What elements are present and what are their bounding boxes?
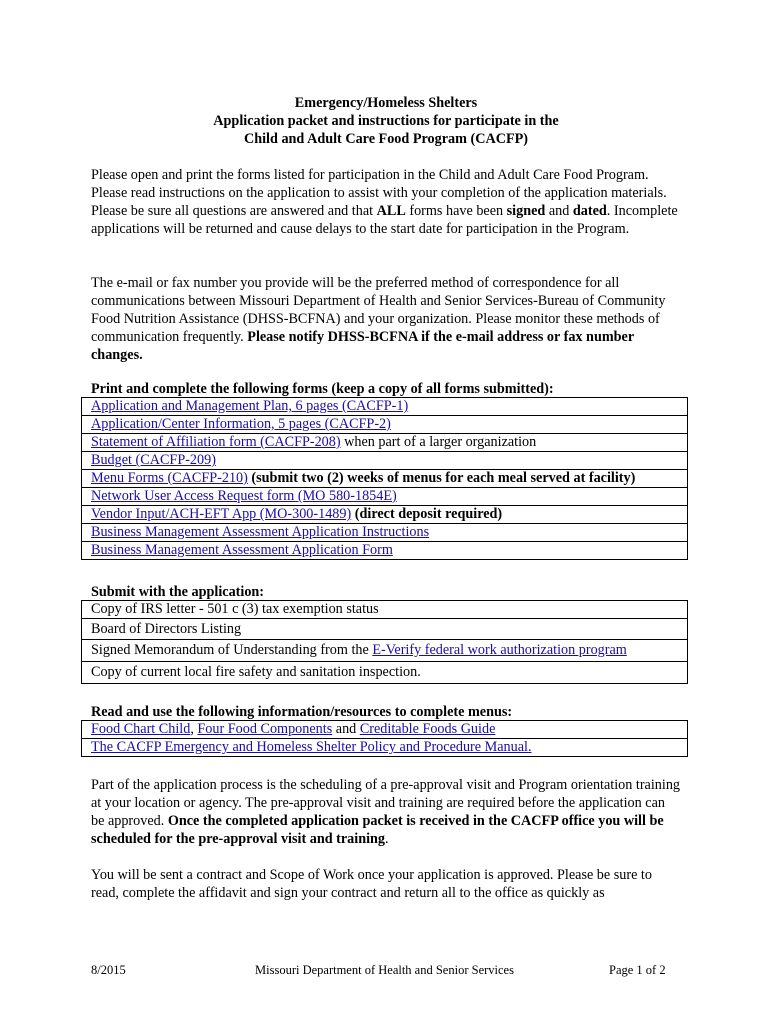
table-row [82,434,688,452]
table-row [82,488,688,506]
table-row [82,524,688,542]
link-bma-form[interactable]: Business Management Assessment Application Form [91,542,393,558]
title-line-2: Application packet and instructions for participate in the [213,113,559,129]
intro-text: Please open and print the forms listed for participation in the Child and Adult Care Food Program. Please read instructions on the application to assist with your completion of the application materials. Please be sure all questions are answered and that [91,167,667,219]
footer-page-number: Page 1 of 2 [609,963,666,977]
intro-dated: dated [572,203,607,219]
intro-signed: signed [506,203,546,219]
table-row [82,470,688,488]
correspondence-paragraph [91,274,681,364]
resources-table [81,720,688,757]
forms-heading: Print and complete the following forms (keep a copy of all forms submitted): [91,381,554,397]
intro-all: ALL [376,203,406,219]
row-note: when part of a larger organization [340,434,537,450]
intro-text-3: and [545,203,573,219]
document-title [91,94,681,148]
row-text: Signed Memorandum of Understanding from the [91,642,373,658]
pre-approval-bold: Once the completed application packet is received in the CACFP office you will be scheduled for the pre-approval visit and training [91,813,664,847]
link-creditable-foods-guide[interactable]: Creditable Foods Guide [359,721,496,737]
table-row [82,542,688,560]
table-row: Copy of IRS letter - 501 c (3) tax exemption status [82,601,688,619]
submit-heading: Submit with the application: [91,584,265,600]
table-row [82,506,688,524]
link-mo-580-1854e[interactable]: Network User Access Request form (MO 580-1854E) [91,488,397,504]
footer-department: Missouri Department of Health and Senior Services [255,963,514,977]
link-cacfp-1[interactable]: Application and Management Plan, 6 pages (CACFP-1) [91,398,409,414]
correspondence-text: The e-mail or fax number you provide will be the preferred method of correspondence for all communications between Missouri Department of Health and Senior Services-Bureau of Community Food Nutrition Assistance (DHSS-BCFNA) and your organization. Please monitor these methods of communication frequently. [91,275,666,345]
submit-table [81,600,688,684]
table-row [82,398,688,416]
link-policy-manual[interactable]: The CACFP Emergency and Homeless Shelter Policy and Procedure Manual. [91,739,532,755]
resources-heading: Read and use the following information/resources to complete menus: [91,704,513,720]
link-four-food-components[interactable]: Four Food Components [197,721,333,737]
pre-approval-text: Part of the application process is the scheduling of a pre-approval visit and Program orientation training at your location or agency. The pre-approval visit and training are required before the application can be approved. [91,777,681,829]
table-row [82,739,688,757]
intro-paragraph [91,166,681,238]
link-mo-300-1489[interactable]: Vendor Input/ACH-EFT App (MO-300-1489) [91,506,352,522]
pre-approval-paragraph: Part of the application process is the scheduling of a pre-approval visit and Program orientation training at your location or agency. The pre-approval visit and training are required before the application can be approved. Once the completed application packet is received in the CACFP office you will be scheduled for the pre-approval visit and training. [91,777,681,847]
table-row [82,416,688,434]
title-line-3: Child and Adult Care Food Program (CACFP) [243,131,529,147]
intro-text-4: . Incomplete applications will be returned and cause delays to the start date for participation in the Program. [91,203,678,237]
table-row [82,640,688,662]
footer-date: 8/2015 [91,963,126,977]
link-food-chart-child[interactable]: Food Chart Child [91,721,191,737]
correspondence-notice: Please notify DHSS-BCFNA if the e-mail address or fax number changes. [91,329,634,363]
title-line-1: Emergency/Homeless Shelters [294,95,478,111]
table-row: Food Chart Child, Four Food Components and Creditable Foods Guide [82,721,688,739]
table-row: Board of Directors Listing [82,619,688,640]
forms-table [81,397,688,560]
row-note-bold: (submit two (2) weeks of menus for each meal served at facility) [247,470,636,486]
link-cacfp-210[interactable]: Menu Forms (CACFP-210) [91,470,248,486]
table-row: Copy of current local fire safety and sanitation inspection. [82,662,688,684]
row-note-bold: (direct deposit required) [351,506,503,522]
link-e-verify[interactable]: E-Verify federal work authorization program [372,642,627,658]
intro-text-2: forms have been [405,203,507,219]
contract-paragraph: You will be sent a contract and Scope of Work once your application is approved. Please be sure to read, complete the affidavit and sign your contract and return all to the office as quickly as [91,867,652,901]
link-cacfp-208[interactable]: Statement of Affiliation form (CACFP-208) [91,434,341,450]
link-bma-instructions[interactable]: Business Management Assessment Application Instructions [91,524,430,540]
link-cacfp-209[interactable]: Budget (CACFP-209) [91,452,216,468]
table-row [82,452,688,470]
link-cacfp-2[interactable]: Application/Center Information, 5 pages (CACFP-2) [91,416,391,432]
